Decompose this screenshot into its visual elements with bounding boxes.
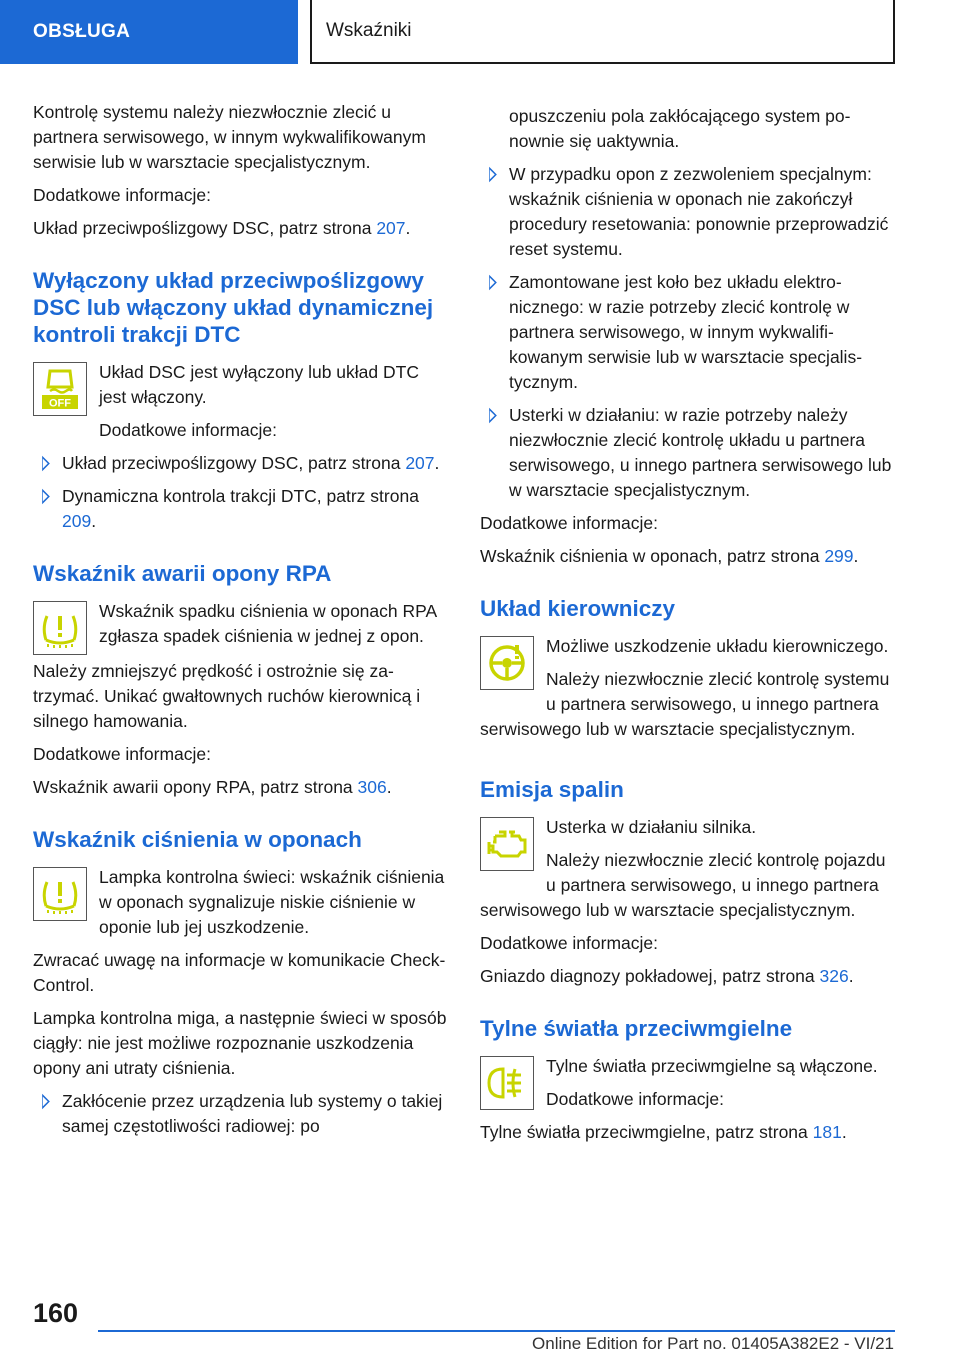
indicator-steering <box>480 634 896 750</box>
engine-check-icon <box>480 817 534 871</box>
reference: Tylne światła przeciwmgielne, patrz strona 181. <box>480 1122 847 1142</box>
list-item: Usterki w działaniu: w razie potrzeby należy niezwłocznie zlecić kontrolę układu u partnera serwisowego, u innego partnera serwisowego lub w warsztacie specjalistycznym. <box>480 403 896 503</box>
section-heading-rpa: Wskaźnik awarii opony RPA <box>33 561 332 586</box>
section-heading-tpms: Wskaźnik ciśnienia w oponach <box>33 827 362 852</box>
paragraph: Dodatkowe informacje: <box>33 744 211 764</box>
section-heading-emission: Emisja spalin <box>480 777 624 802</box>
list-item: Zakłócenie przez urządzenia lub systemy o takiej samej częstotliwości radiowej: po <box>33 1089 447 1139</box>
rear-fog-light-icon <box>480 1056 534 1110</box>
paragraph: opuszczeniu pola zakłócającego system ponownie się uaktywnia. <box>509 106 851 151</box>
paragraph: Dodatkowe informacje: <box>99 420 277 440</box>
paragraph: Układ DSC jest wyłączony lub układ DTC jest włączony. <box>99 362 419 407</box>
paragraph: Kontrolę systemu należy niezwłocznie zlecić u partnera serwisowego, w innym wykwalifikowanym serwisie lub w warsztacie specjalistycznym. <box>33 102 426 172</box>
indicator-tpms <box>33 865 447 948</box>
paragraph: Wskaźnik spadku ciśnienia w oponach RPA zgłasza spadek ciśnienia w jednej z opon. <box>99 601 437 646</box>
footer-divider <box>98 1330 895 1332</box>
paragraph: Lampka kontrolna świeci: wskaźnik ciśnienia w oponach sygnalizuje niskie ciśnienie w oponie lub jej uszkodzenie. <box>99 867 445 937</box>
page-link[interactable]: 181 <box>812 1122 842 1142</box>
page-link[interactable]: 306 <box>357 777 387 797</box>
paragraph: Należy zmniejszyć prędkość i ostrożnie się zatrzymać. Unikać gwałtownych ruchów kierownicą i silnego hamowania. <box>33 661 421 731</box>
indicator-fog <box>480 1054 896 1120</box>
steering-warning-icon <box>480 636 534 690</box>
paragraph: Dodatkowe informacje: <box>480 933 658 953</box>
right-column <box>480 104 896 1153</box>
header-section: OBSŁUGA <box>0 0 298 64</box>
section-heading-dsc: Wyłączony układ przeciwpoślizgowy DSC lub włączony układ dynamicznej kontroli trakcji DTC <box>33 268 434 347</box>
paragraph: Usterka w działaniu silnika. <box>546 817 757 837</box>
section-heading-steering: Układ kierowniczy <box>480 596 676 621</box>
reference: Wskaźnik awarii opony RPA, patrz strona 306. <box>33 777 392 797</box>
header-title-text: Wskaźniki <box>326 20 412 41</box>
page-link[interactable]: 207 <box>376 218 406 238</box>
bullet-arrow-icon <box>42 456 50 471</box>
left-column <box>33 100 447 1147</box>
tire-pressure-icon <box>33 867 87 921</box>
tire-warning-icon <box>33 601 87 655</box>
indicator-emission <box>480 815 896 931</box>
paragraph: Lampka kontrolna miga, a następnie świeci w sposób ciągły: nie jest możliwe rozpoznanie uszkodzenia opony ani utraty ciśnienia. <box>33 1008 447 1078</box>
paragraph: Należy niezwłocznie zlecić kontrolę pojazdu u partnera serwisowego, u innego partnera serwisowego lub w warsztacie specjalistycznym. <box>480 850 886 920</box>
paragraph: Dodatkowe informacje: <box>33 185 211 205</box>
indicator-dsc <box>33 360 447 451</box>
bullet-arrow-icon <box>42 489 50 504</box>
page-number: 160 <box>33 1298 79 1328</box>
header-title <box>310 0 895 64</box>
reference: Wskaźnik ciśnienia w oponach, patrz strona 299. <box>480 546 859 566</box>
bullet-arrow-icon <box>489 167 497 182</box>
page-link[interactable]: 207 <box>405 453 435 473</box>
dsc-off-icon <box>33 362 87 416</box>
reference: Układ przeciwpoślizgowy DSC, patrz strona 207. <box>33 218 411 238</box>
paragraph: Możliwe uszkodzenie układu kierowniczego. <box>546 636 889 656</box>
paragraph: Tylne światła przeciwmgielne są włączone. <box>546 1056 878 1076</box>
list-item: Dynamiczna kontrola trakcji DTC, patrz strona 209. <box>33 484 447 534</box>
svg-text:OFF: OFF <box>49 397 71 410</box>
footer-edition: Online Edition for Part no. 01405A382E2 - VI/21 <box>532 1334 894 1353</box>
paragraph: Należy niezwłocznie zlecić kontrolę systemu u partnera serwisowego, u innego partnera serwisowego lub w warsztacie specjalistycznym. <box>480 669 890 739</box>
list-item: Zamontowane jest koło bez układu elektronicznego: w razie potrzeby zlecić kontrolę w partnera serwisowego, w innym wykwalifikowanym serwisie lub w warsztacie specjalistycznym. <box>480 270 896 395</box>
paragraph: Dodatkowe informacje: <box>480 513 658 533</box>
page-link[interactable]: 299 <box>824 546 854 566</box>
section-heading-fog: Tylne światła przeciwmgielne <box>480 1016 793 1041</box>
list-item: Układ przeciwpoślizgowy DSC, patrz strona 207. <box>33 451 447 476</box>
bullet-arrow-icon <box>42 1094 50 1109</box>
indicator-rpa <box>33 599 447 659</box>
paragraph: Zwracać uwagę na informacje w komunikacie Check-Control. <box>33 950 446 995</box>
paragraph: Dodatkowe informacje: <box>546 1089 724 1109</box>
bullet-arrow-icon <box>489 275 497 290</box>
reference: Gniazdo diagnozy pokładowej, patrz strona 326. <box>480 966 854 986</box>
list-item: W przypadku opon z zezwoleniem specjalnym: wskaźnik ciśnienia w oponach nie zakończył procedury resetowania: ponownie przeprowadzić reset systemu. <box>480 162 896 262</box>
page-link[interactable]: 326 <box>819 966 849 986</box>
bullet-arrow-icon <box>489 408 497 423</box>
page-link[interactable]: 209 <box>62 511 92 531</box>
